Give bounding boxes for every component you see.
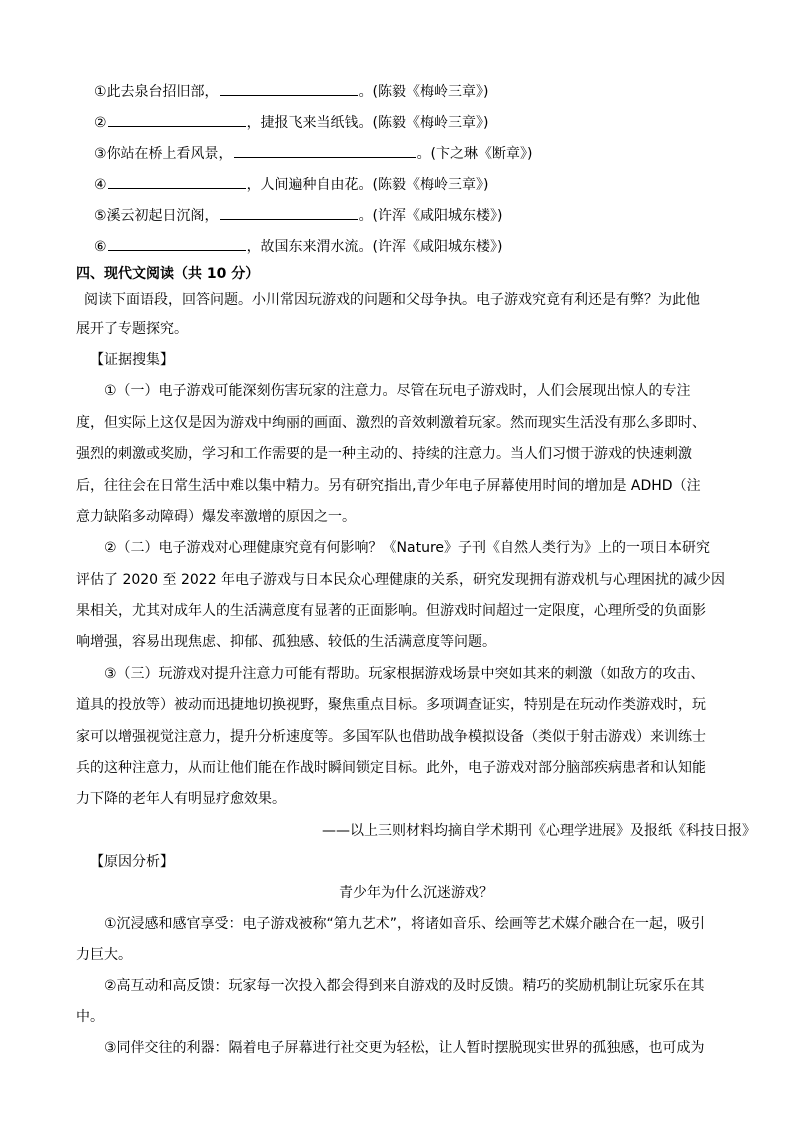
poem-num: ② (94, 115, 107, 131)
poem-text: ，故国东来渭水流。(许浑《咸阳城东楼》) (246, 239, 503, 255)
answer-blank[interactable] (220, 81, 358, 96)
poem-line-3 (94, 143, 533, 164)
source-citation: ——以上三则材料均摘自学术期刊《心理学进展》及报纸《科技日报》 (322, 823, 756, 839)
poem-num: ④ (94, 177, 107, 193)
poem-line-5 (94, 205, 503, 226)
para3-line: ③（三）玩游戏对提升注意力可能有帮助。玩家根据游戏场景中突如其来的刺激（如敌方的攻击、 (104, 666, 705, 682)
poem-line-4 (94, 174, 489, 195)
reason-line: ③同伴交往的利器：隔着电子屏幕进行社交更为轻松，让人暂时摆脱现实世界的孤独感，也可成为 (104, 1040, 705, 1056)
section-title: 四、现代文阅读（共 10 分） (76, 266, 260, 282)
para1-line: 强烈的刺激或奖励，学习和工作需要的是一种主动的、持续的注意力。当人们习惯于游戏的快速刺激 (76, 446, 692, 462)
para1-line: ①（一）电子游戏可能深刻伤害玩家的注意力。尽管在玩电子游戏时，人们会展现出惊人的专注 (104, 383, 691, 399)
poem-num: ⑥ (94, 239, 107, 255)
poem-text: 溪云初起日沉阁， (106, 208, 219, 224)
poem-text: 。(陈毅《梅岭三章》) (358, 84, 489, 100)
analysis-header: 【原因分析】 (90, 854, 174, 870)
reason-line: ①沉浸感和感官享受：电子游戏被称“第九艺术”，将诸如音乐、绘画等艺术媒介融合在一起，吸引 (104, 916, 706, 932)
poem-num: ① (94, 84, 107, 100)
poem-text: 。(许浑《咸阳城东楼》) (358, 208, 503, 224)
poem-text: ，人间遍种自由花。(陈毅《梅岭三章》) (246, 177, 489, 193)
poem-num: ③ (94, 146, 107, 162)
poem-num: ⑤ (94, 208, 107, 224)
poem-text: 你站在桥上看风景， (106, 146, 233, 162)
para1-line: 度，但实际上这仅是因为游戏中绚丽的画面、激烈的音效刺激着玩家。然而现实生活没有那么多即时、 (76, 415, 706, 431)
answer-blank[interactable] (108, 174, 246, 189)
poem-text: 。(卞之琳《断章》) (416, 146, 533, 162)
reason-line: 中。 (76, 1009, 104, 1025)
intro-line-2: 展开了专题探究。 (76, 321, 188, 337)
para3-line: 兵的这种注意力，从而让他们能在作战时瞬间锁定目标。此外，电子游戏对部分脑部疾病患者和认知能 (76, 760, 706, 776)
poem-line-1 (94, 81, 489, 102)
para1-line: 后，往往会在日常生活中难以集中精力。另有研究指出,青少年电子屏幕使用时间的增加是 ADHD（注 (76, 478, 701, 494)
para1-line: 意力缺陷多动障碍）爆发率激增的原因之一。 (76, 509, 356, 525)
answer-blank[interactable] (108, 236, 246, 251)
para3-line: 道具的投放等）被动而迅捷地切换视野，聚焦重点目标。多项调查证实，特别是在玩动作类游戏时，玩 (76, 697, 706, 713)
evidence-header: 【证据搜集】 (90, 352, 174, 368)
poem-line-6 (94, 236, 503, 257)
para2-line: 响增强，容易出现焦虑、抑郁、孤独感、较低的生活满意度等问题。 (76, 634, 496, 650)
answer-blank[interactable] (234, 143, 416, 158)
para2-line: ②（二）电子游戏对心理健康究竟有何影响？《Nature》子刊《自然人类行为》上的一项日本研究 (104, 540, 711, 556)
answer-blank[interactable] (220, 205, 358, 220)
para3-line: 力下降的老年人有明显疗愈效果。 (76, 791, 286, 807)
analysis-title: 青少年为什么沉迷游戏？ (339, 885, 493, 901)
poem-text: ，捷报飞来当纸钱。(陈毅《梅岭三章》) (246, 115, 489, 131)
poem-line-2 (94, 112, 489, 133)
para2-line: 评估了 2020 至 2022 年电子游戏与日本民众心理健康的关系，研究发现拥有游戏机与心理困扰的减少因 (76, 572, 726, 588)
reason-line: ②高互动和高反馈：玩家每一次投入都会得到来自游戏的及时反馈。精巧的奖励机制让玩家乐在其 (104, 978, 705, 994)
answer-blank[interactable] (108, 112, 246, 127)
intro-line-1: 阅读下面语段，回答问题。小川常因玩游戏的问题和父母争执。电子游戏究竟有利还是有弊？为此他 (84, 292, 700, 308)
poem-text: 此去泉台招旧部， (106, 84, 219, 100)
para2-line: 果相关，尤其对成年人的生活满意度有显著的正面影响。但游戏时间超过一定限度，心理所受的负面影 (76, 603, 706, 619)
reason-line: 力巨大。 (76, 947, 132, 963)
para3-line: 家可以增强视觉注意力，提升分析速度等。多国军队也借助战争模拟设备（类似于射击游戏）来训练士 (76, 729, 706, 745)
